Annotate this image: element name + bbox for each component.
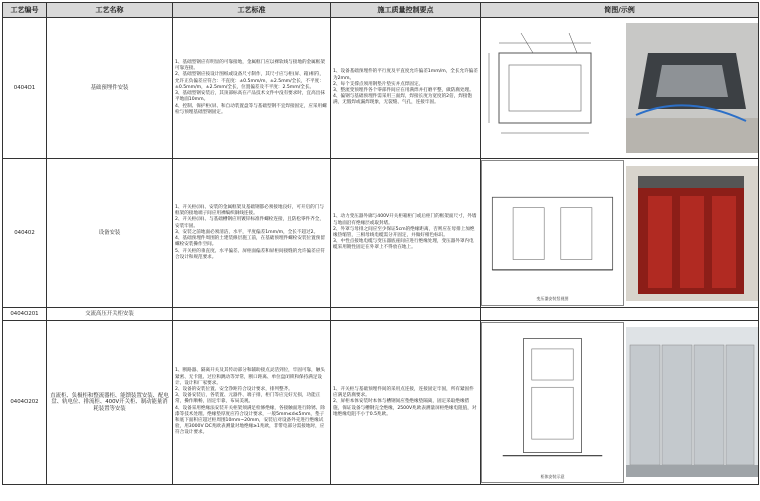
header-name: 工艺名称 [47,3,173,18]
figure-cell [481,18,759,159]
table-header-row [3,3,759,18]
row-code: 040402 [3,159,47,308]
header-control: 施工质量控制要点 [331,3,481,18]
header-standard: 工艺标准 [173,3,331,18]
row-control: 1、开关柜与基础预埋件间的采用点连接，连接固定牢固，所有紧固件应满足防腐要求。 2、屏柜本体安装时本体与槽钢间应垫绝缘垫隔离，固定采取绝缘措施，保证设备与槽钢完全绝缘，2500V兆欧表测量屏柜绝缘电阻值，对地绝缘电阻不小于0.5兆欧。 [333,386,477,417]
row-name: 交流高压开关柜安装 [47,308,173,321]
row-standard: 1、断路器、隔离开关及其传动部分和辅助接点灵活到位，牢固可靠，触头紧密、无卡阻、过位和跳动等异常，断口距离、单位盘闭锁和保持满足设计、设计和厂家要求。 2、设备的安装位置、安全净距符合设计要求，排列整齐。 3、设备安装后，各装置、元器件、端子排，柜门等应完好无损，功能正常，操作顺畅，固定牢靠，布局美观。 4、设备采用绝缘法安装开关柜架须满足检修绝缘，各接触面进行除锈、除漆等技术处理。绝缘垫厚度应符合设计要求，一般5mm≤d≤5mm，垫子和底下面积应超过柜周围10mm~20mm，安装后对设备外壳进行绝缘试验，用3000V DC兆欧表测量对地绝缘≥1兆欧，非带电部分需接地时，应符合设计要求。 [175,368,325,436]
row-standard: 1、基础型钢应有明显的可靠接地，金属框门应以裸软线与接地的金属框架可靠连接。 2、基础型钢应按设计图纸或设备尺寸制作，其尺寸应与柜(屏、箱)相符，允许正负偏差应符合：不直度：±0.5mm/m，±2.5mm/全长，不平度：±0.5mm/m，±2.5mm/全长，位置偏差及不平度：2.5mm/全长。 3、基础型钢安装后，其顶部标高在产品技术文件中没有要求时，宜高出抹平地面10mm。 4、控制、保护柜(屏、和自动装置盘等与基础型钢不宜焊接固定，应采用螺栓与预埋基础型钢固定。 [175,60,327,115]
header-code: 工艺编号 [3,3,47,18]
row-name: 直流柜、负极柜和整流器柜、能馈装置安装、配电盘、轨电位、排流柜、400V开关柜、制动能量消耗装置等安装 [47,321,173,485]
cabinet-drawing [481,322,624,483]
row-code: 0404O202 [3,321,47,485]
figure-cell [481,159,759,308]
row-code: 0404O201 [3,308,47,321]
row-code: 0404O1 [3,18,47,159]
embedded-parts-drawing [481,23,617,153]
header-figure: 简图/示例 [481,3,759,18]
figure-cell [481,321,759,485]
transformer-drawing [481,160,624,305]
figure-caption: 变压器安装竖视图 [536,296,569,302]
row-name: 基础预埋件安装 [47,18,173,159]
process-table [2,2,759,485]
table-row [3,321,759,485]
figure-caption: 柜体安装示意 [540,473,565,479]
table-row [3,308,759,321]
row-standard: 1、开关柜(屏)、安装的金属框架及基础钢都必须接地良好，可开启的门与框架的接地端子间应用裸编织铜线连接。 2、开关柜(屏)、与基础槽钢应用镀锌标准件螺栓连接，且防松零件齐全，安装牢固。 3、安装之前地面必须清洁，水平，平度偏差1mm/m，全长不超过2。 4、基础预埋件周围的土建装修层施工前，在基础预埋件螺栓安装位置预留螺栓安装操作空间。 5、开关柜的垂直度、水平偏差、屏柜面偏差和屏柜间接缝的允许偏差应符合设计和规范要求。 [175,205,325,260]
table-row [3,159,759,308]
row-control: 1、设备基础预埋件的平行度及平直度允许偏差1mm/m，全长允许偏差为2mm。 2、每个支撑点须用钢垫片垫实并点焊固定。 3、整流变预埋件各个零部件间应在用满焊并打磨平整，做防腐处理。 4、偏钢与基础预埋件需采用三面焊，焊接长度为宽度的2倍，焊接饱满，无假焊或漏焊现象，无裂缝、气孔，连接牢固。 [333,69,478,106]
table-row [3,18,759,159]
embedded-parts-photo [626,23,758,153]
transformer-photo [626,166,758,301]
row-control: 1、动力变压器外廓与400V开关柜箱柜门或后柜门的框架面尺寸，外墙与地面沿有绝缘层或取封堵。 2、外罩与母排之间应至少保证5cm的绝缘距离，否则应在母排上加绝缘热缩管，三相母线电缆需分开固定，并做好相色标识。 3、中性点接地电缆与变压器底座间应进行绝缘处理，变压器外罩内电缆采用镀性固定在外罩上不得放在地上。 [333,214,477,251]
row-name: 设备安装 [47,159,173,308]
switchgear-photo [626,327,758,477]
